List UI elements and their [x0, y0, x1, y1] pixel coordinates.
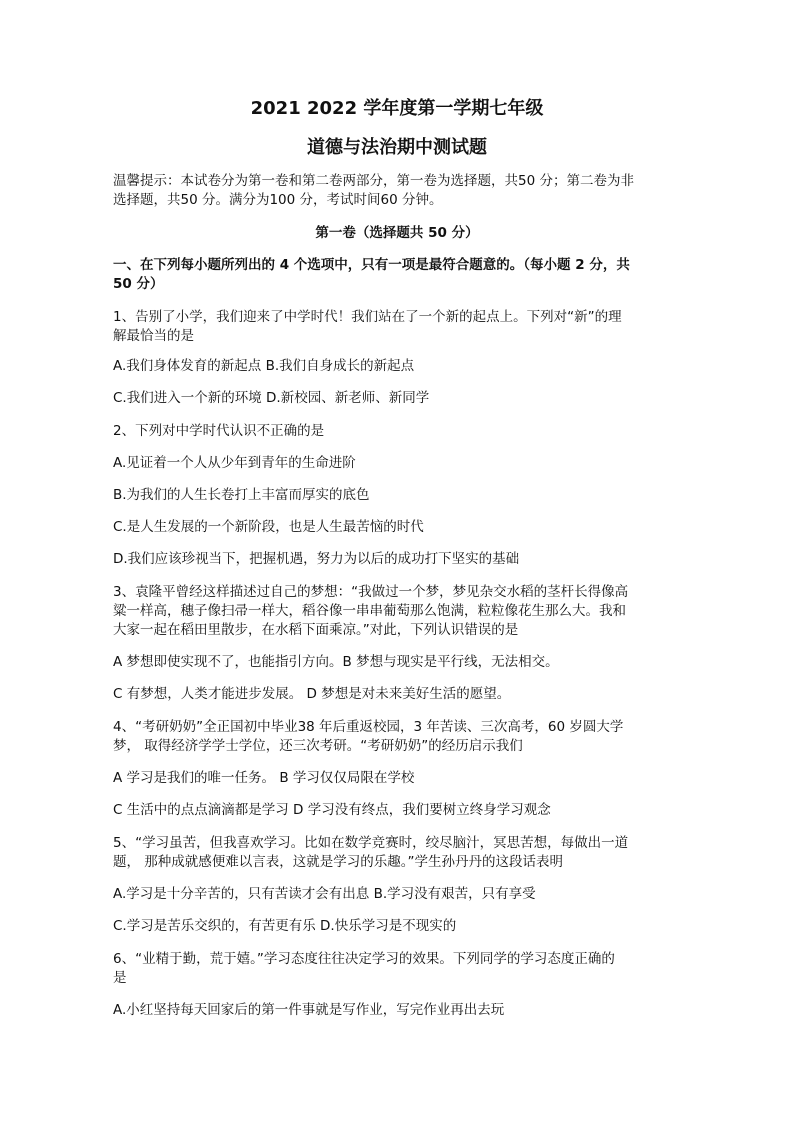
question-1-line-1: 1、告别了小学，我们迎来了中学时代！我们站在了一个新的起点上。下列对“新”的理 — [113, 309, 622, 325]
question-2: 2、下列对中学时代认识不正确的是 — [113, 423, 325, 439]
section-instruction-1: 一、在下列每小题所列出的 4 个选项中，只有一项是最符合题意的。（每小题 2 分，共 — [113, 257, 630, 273]
question-5-options-ab: A.学习是十分辛苦的，只有苦读才会有出息 B.学习没有艰苦，只有享受 — [113, 886, 536, 902]
section-instruction-2: 50 分） — [113, 276, 164, 292]
section-title: 第一卷（选择题共 50 分） — [315, 225, 479, 241]
question-1-options-cd: C.我们进入一个新的环境 D.新校园、新老师、新同学 — [113, 390, 430, 406]
question-3-options-cd: C 有梦想，人类才能进步发展。 D 梦想是对未来美好生活的愿望。 — [113, 686, 511, 702]
question-2-option-c: C.是人生发展的一个新阶段，也是人生最苦恼的时代 — [113, 519, 424, 535]
question-6-line-1: 6、“业精于勤，荒于嬉。”学习态度往往决定学习的效果。下列同学的学习态度正确的 — [113, 951, 615, 967]
question-1-line-2: 解最恰当的是 — [113, 328, 194, 344]
question-3-options-ab: A 梦想即使实现不了，也能指引方向。B 梦想与现实是平行线，无法相交。 — [113, 654, 559, 670]
question-1-options-ab: A.我们身体发育的新起点 B.我们自身成长的新起点 — [113, 358, 415, 374]
question-5-options-cd: C.学习是苦乐交织的，有苦更有乐 D.快乐学习是不现实的 — [113, 918, 457, 934]
exam-subtitle: 道德与法治期中测试题 — [307, 137, 487, 158]
question-3-line-3: 大家一起在稻田里散步，在水稻下面乘凉。”对此，下列认识错误的是 — [113, 622, 519, 638]
question-2-option-a: A.见证着一个人从少年到青年的生命进阶 — [113, 455, 356, 471]
question-4-line-2: 梦， 取得经济学学士学位，还三次考研。“考研奶奶”的经历启示我们 — [113, 738, 523, 754]
question-4-line-1: 4、“考研奶奶”全正国初中毕业38 年后重返校园，3 年苦读、三次高考，60 岁圆大学 — [113, 719, 624, 735]
question-6-line-2: 是 — [113, 970, 127, 986]
question-5-line-1: 5、“学习虽苦，但我喜欢学习。比如在数学竞赛时，绞尽脑汁，冥思苦想，每做出一道 — [113, 835, 629, 851]
notice-line-2: 选择题，共50 分。满分为100 分，考试时间60 分钟。 — [113, 192, 443, 208]
question-3-line-2: 粱一样高，穗子像扫帚一样大，稻谷像一串串葡萄那么饱满，粒粒像花生那么大。我和 — [113, 603, 626, 619]
question-2-option-b: B.为我们的人生长卷打上丰富而厚实的底色 — [113, 487, 370, 503]
notice-line-1: 温馨提示：本试卷分为第一卷和第二卷两部分，第一卷为选择题，共50 分；第二卷为非 — [113, 173, 634, 189]
question-4-options-cd: C 生活中的点点滴滴都是学习 D 学习没有终点，我们要树立终身学习观念 — [113, 802, 551, 818]
exam-title: 2021 2022 学年度第一学期七年级 — [250, 98, 544, 119]
question-3-line-1: 3、袁隆平曾经这样描述过自己的梦想：“我做过一个梦，梦见杂交水稻的茎杆长得像高 — [113, 584, 629, 600]
question-5-line-2: 题， 那种成就感便难以言表，这就是学习的乐趣。”学生孙丹丹的这段话表明 — [113, 854, 564, 870]
question-4-options-ab: A 学习是我们的唯一任务。 B 学习仅仅局限在学校 — [113, 770, 415, 786]
question-6-option-a: A.小红坚持每天回家后的第一件事就是写作业，写完作业再出去玩 — [113, 1002, 505, 1018]
question-2-option-d: D.我们应该珍视当下，把握机遇，努力为以后的成功打下坚实的基础 — [113, 551, 520, 567]
